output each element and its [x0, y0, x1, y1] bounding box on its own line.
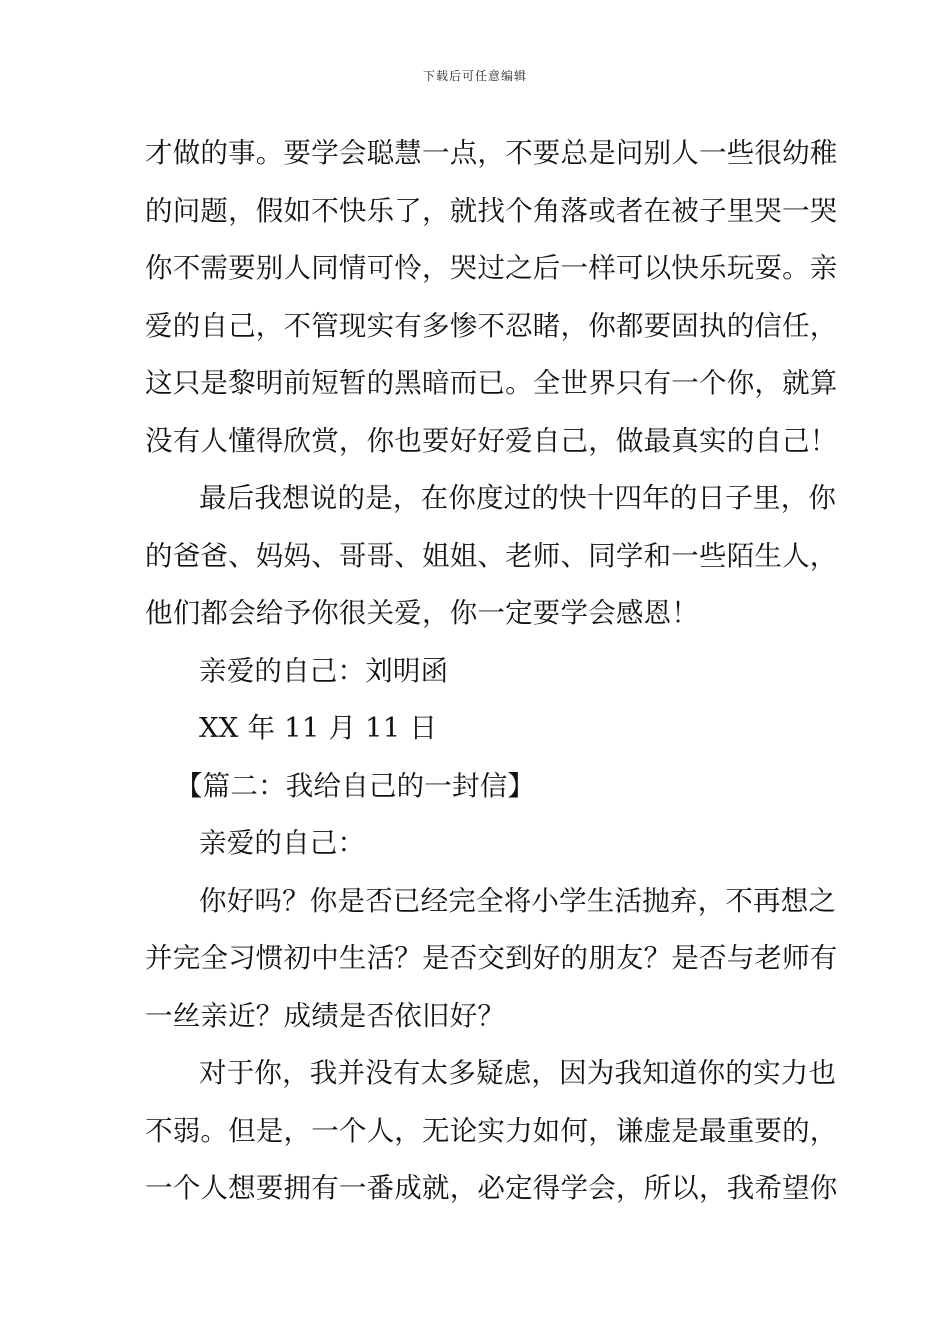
text-line: 的问题，假如不快乐了，就找个角落或者在被子里哭一哭 [145, 194, 838, 227]
section-heading: 【篇二：我给自己的一封信】 [175, 769, 536, 802]
text-line: 不弱。但是，一个人，无论实力如何，谦虚是最重要的， [145, 1114, 838, 1147]
paragraph-start-line: 最后我想说的是，在你度过的快十四年的日子里，你 [199, 482, 837, 514]
document-body [145, 130, 838, 1223]
salutation-line: 亲爱的自己： [199, 827, 366, 859]
text-line: 才做的事。要学会聪慧一点，不要总是问别人一些很幼稚 [145, 137, 838, 169]
paragraph-start-line: 你好吗？你是否已经完全将小学生活抛弃，不再想之 [199, 884, 837, 917]
page-header: 下载后可任意编辑 [422, 69, 527, 83]
text-line: 这只是黎明前短暂的黑暗而已。全世界只有一个你，就算 [145, 367, 838, 399]
text-line: 爱的自己，不管现实有多惨不忍睹，你都要固执的信任， [145, 309, 838, 342]
text-line: 没有人懂得欣赏，你也要好好爱自己，做最真实的自己！ [145, 424, 838, 457]
paragraph-start-line: 对于你，我并没有太多疑虑，因为我知道你的实力也 [199, 1057, 837, 1089]
signature-line: 亲爱的自己：刘明函 [199, 654, 449, 687]
text-line: 他们都会给予你很关爱，你一定要学会感恩！ [145, 597, 699, 629]
text-line: 的爸爸、妈妈、哥哥、姐姐、老师、同学和一些陌生人， [145, 539, 838, 572]
date-line: XX 年 11 月 11 日 [199, 712, 438, 744]
text-line: 你不需要别人同情可怜，哭过之后一样可以快乐玩耍。亲 [145, 252, 838, 284]
text-line: 一个人想要拥有一番成就，必定得学会，所以，我希望你 [145, 1172, 838, 1204]
text-line: 并完全习惯初中生活？是否交到好的朋友？是否与老师有 [145, 942, 838, 974]
text-line: 一丝亲近？成绩是否依旧好？ [145, 999, 506, 1032]
